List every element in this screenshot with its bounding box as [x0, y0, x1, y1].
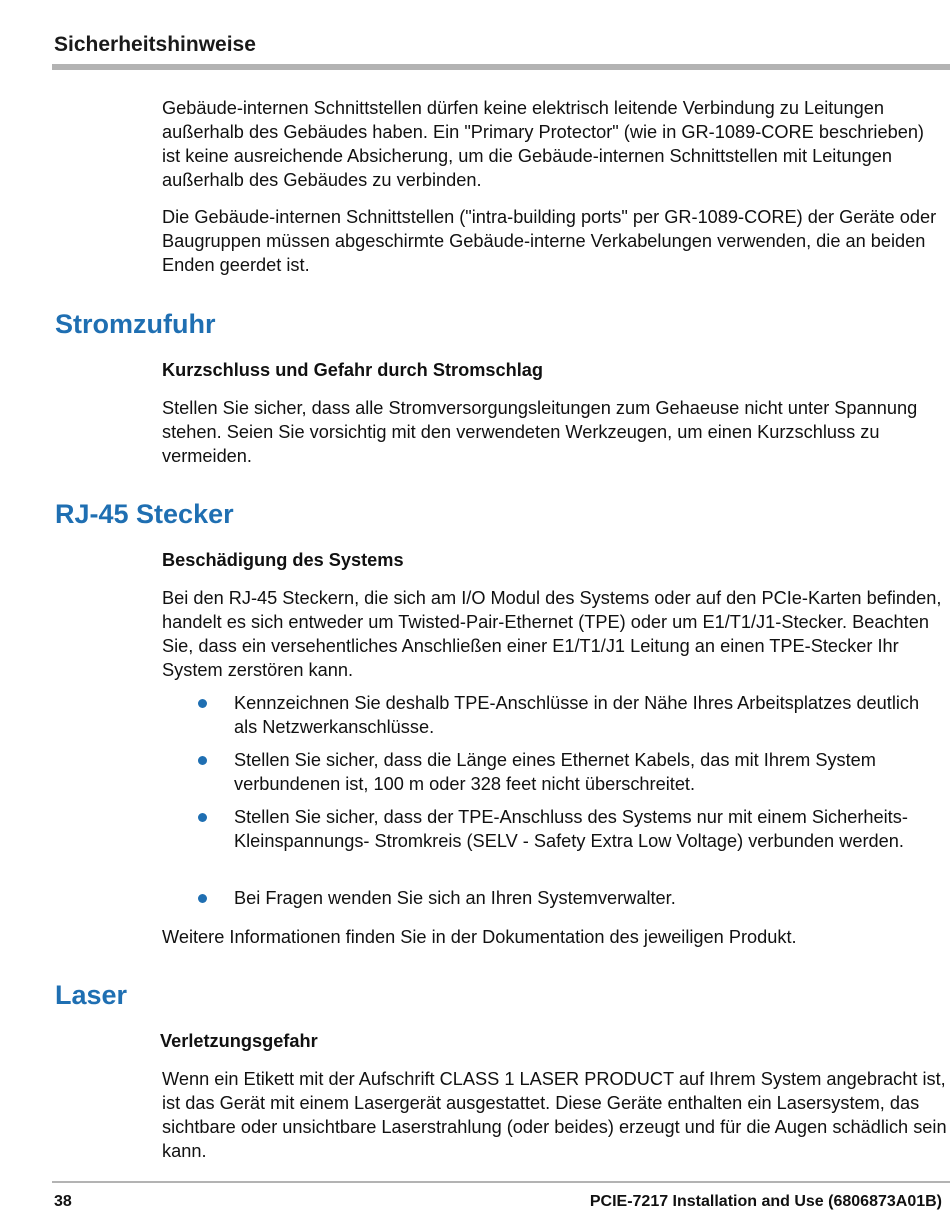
bullet-dot-icon [198, 756, 207, 765]
section-title-laser: Laser [55, 980, 128, 1010]
bullet-dot-icon [198, 699, 207, 708]
laser-paragraph: Wenn ein Etikett mit der Aufschrift CLASS 1 LASER PRODUCT auf Ihrem System angebracht ist, ist das Gerät mit einem Lasergerät ausgestattet. Diese Geräte enthalten ein Lasersystem, das sichtbare oder unsichtbare Laserstrahlung (oder beides) erzeugt und für die Augen schädlich sein kann. [162, 1069, 947, 1161]
document-title: PCIE-7217 Installation and Use (6806873A01B) [589, 1193, 942, 1210]
footer-rule [52, 1181, 950, 1183]
bullet-dot-icon [198, 813, 207, 822]
bullet-text: Kennzeichnen Sie deshalb TPE-Anschlüsse in der Nähe Ihres Arbeitsplatzes deutlich als Netzwerkanschlüsse. [234, 693, 920, 737]
rj45-paragraph-1: Bei den RJ-45 Steckern, die sich am I/O Modul des Systems oder auf den PCIe-Karten befinden, handelt es sich entweder um Twisted-Pair-Ethernet (TPE) oder um E1/T1/J1-Stecker. Beachten Sie, dass ein versehentliches Anschließen einer E1/T1/J1 Leitung an einen TPE-Stecker Ihr System zerstören kann. [162, 588, 942, 680]
bullet-text: Stellen Sie sicher, dass der TPE-Anschluss des Systems nur mit einem Sicherheits-Kleinspannungs- Stromkreis (SELV - Safety Extra Low Voltage) verbunden werden. [234, 807, 908, 851]
subtitle-beschaedigung: Beschädigung des Systems [162, 550, 404, 570]
header-rule [52, 64, 950, 70]
bullet-text: Bei Fragen wenden Sie sich an Ihren Systemverwalter. [234, 888, 676, 908]
subtitle-verletzungsgefahr: Verletzungsgefahr [160, 1031, 318, 1051]
running-header-title: Sicherheitshinweise [54, 33, 256, 56]
intro-paragraph-2: Die Gebäude-internen Schnittstellen ("intra-building ports" per GR-1089-CORE) der Geräte oder Baugruppen müssen abgeschirmte Gebäude-interne Verkabelungen verwenden, die an beiden Enden geerdet ist. [162, 207, 937, 275]
stromzufuhr-paragraph: Stellen Sie sicher, dass alle Stromversorgungsleitungen zum Gehaeuse nicht unter Spannung stehen. Seien Sie vorsichtig mit den verwendeten Werkzeugen, um einen Kurzschluss zu vermeiden. [162, 398, 918, 466]
page-number: 38 [54, 1193, 72, 1210]
bullet-text: Stellen Sie sicher, dass die Länge eines Ethernet Kabels, das mit Ihrem System verbundenen ist, 100 m oder 328 feet nicht überschreitet. [234, 750, 876, 794]
section-title-stromzufuhr: Stromzufuhr [55, 309, 216, 339]
intro-paragraph-1: Gebäude-internen Schnittstellen dürfen keine elektrisch leitende Verbindung zu Leitungen außerhalb des Gebäudes haben. Ein "Primary Protector" (wie in GR-1089-CORE beschrieben) ist keine ausreichende Absicherung, um die Gebäude-internen Schnittstellen mit Leitungen außerhalb des Gebäudes zu verbinden. [162, 98, 924, 190]
rj45-paragraph-2: Weitere Informationen finden Sie in der Dokumentation des jeweiligen Produkt. [162, 927, 797, 947]
subtitle-kurzschluss: Kurzschluss und Gefahr durch Stromschlag [162, 360, 543, 380]
bullet-dot-icon [198, 894, 207, 903]
section-title-rj45: RJ-45 Stecker [55, 499, 234, 529]
